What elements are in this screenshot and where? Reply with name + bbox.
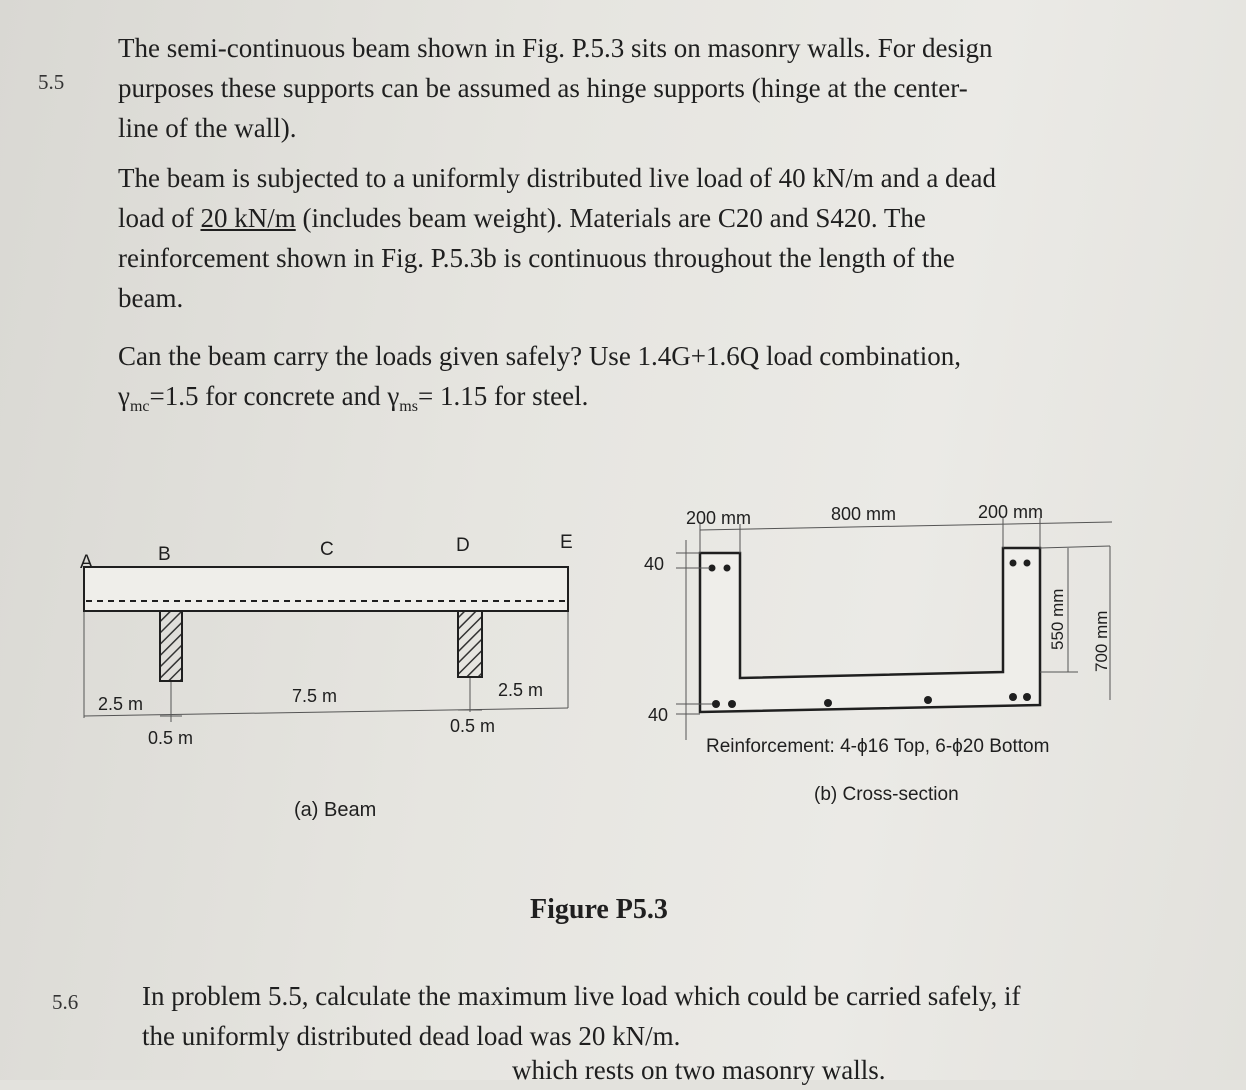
cross-section-drawing [644, 502, 1112, 805]
caption-cross-section: (b) Cross-section [814, 784, 959, 805]
cut-off-line: which rests on two masonry walls. [512, 1055, 886, 1085]
rebar-bottom [1023, 693, 1031, 701]
dim-800: 800 mm [831, 504, 897, 524]
rebar-bottom [728, 700, 736, 708]
rebar-bottom [824, 699, 832, 707]
underlined-load: 20 kN/m [200, 203, 296, 233]
reinforcement-note: Reinforcement: 4-ϕ16 Top, 6-ϕ20 Bottom [706, 736, 1050, 757]
rebar-top [724, 565, 731, 572]
beam-label-a: A [80, 552, 93, 573]
beam-body [84, 567, 568, 611]
beam-label-c: C [320, 539, 334, 560]
text-line: In problem 5.5, calculate the maximum live load which could be carried safely, if [142, 981, 1021, 1011]
text-fragment: =1.5 for concrete and [149, 381, 388, 411]
text-line: The semi-continuous beam shown in Fig. P.5.3 sits on masonry walls. For design [118, 33, 993, 63]
dim-7-5: 7.5 m [292, 686, 338, 706]
dim-550: 550 mm [1048, 588, 1067, 650]
text-line: reinforcement shown in Fig. P.5.3b is continuous throughout the length of the [118, 243, 955, 273]
dim-line [700, 522, 1112, 530]
beam-label-b: B [158, 544, 171, 565]
text-line: The beam is subjected to a uniformly distributed live load of 40 kN/m and a dead [118, 163, 997, 193]
wall-support-d [458, 611, 482, 677]
dim-200-right: 200 mm [978, 502, 1044, 522]
dim-2-5-left: 2.5 m [98, 694, 144, 714]
dim-0-5-right: 0.5 m [450, 716, 496, 736]
dim-2-5-right: 2.5 m [498, 680, 544, 700]
text-line: beam. [118, 283, 184, 313]
rebar-bottom [712, 700, 720, 708]
subscript: mc [129, 398, 150, 415]
text-line: purposes these supports can be assumed as hinge supports (hinge at the center- [118, 73, 968, 103]
dim-700: 700 mm [1092, 610, 1111, 672]
text-line: line of the wall). [118, 113, 297, 143]
text-fragment: = 1.15 for steel. [417, 381, 589, 411]
problem-5-6-paragraph [142, 976, 1172, 1056]
rebar-top [1024, 560, 1031, 567]
section-outline [700, 548, 1040, 712]
text-fragment: (includes beam weight). Materials are C20 and S420. The [295, 203, 926, 233]
text-line: Can the beam carry the loads given safely? Use 1.4G+1.6Q load combination, [118, 341, 961, 371]
rebar-bottom [924, 696, 932, 704]
text-fragment: load of [118, 203, 201, 233]
dim-line [84, 708, 568, 716]
gamma-symbol: γ [118, 381, 130, 411]
dim-200-left: 200 mm [686, 508, 752, 528]
beam-label-e: E [560, 532, 573, 553]
subscript: ms [399, 398, 418, 415]
dim-40-top: 40 [644, 554, 665, 574]
rebar-top [1010, 560, 1017, 567]
dim-0-5-left: 0.5 m [148, 728, 194, 748]
wall-support-b [160, 611, 182, 681]
rebar-bottom [1009, 693, 1017, 701]
text-line: the uniformly distributed dead load was 20 kN/m. [142, 1021, 681, 1051]
problem-number-5-5: 5.5 [38, 70, 65, 94]
dim-extension [1040, 546, 1110, 548]
beam-drawing [80, 532, 573, 821]
dim-40-bottom: 40 [648, 705, 669, 725]
problem-number-5-6: 5.6 [52, 990, 79, 1014]
figure-title: Figure P5.3 [530, 894, 668, 925]
gamma-symbol: γ [387, 381, 400, 411]
beam-label-d: D [456, 535, 470, 556]
caption-beam: (a) Beam [294, 799, 377, 821]
